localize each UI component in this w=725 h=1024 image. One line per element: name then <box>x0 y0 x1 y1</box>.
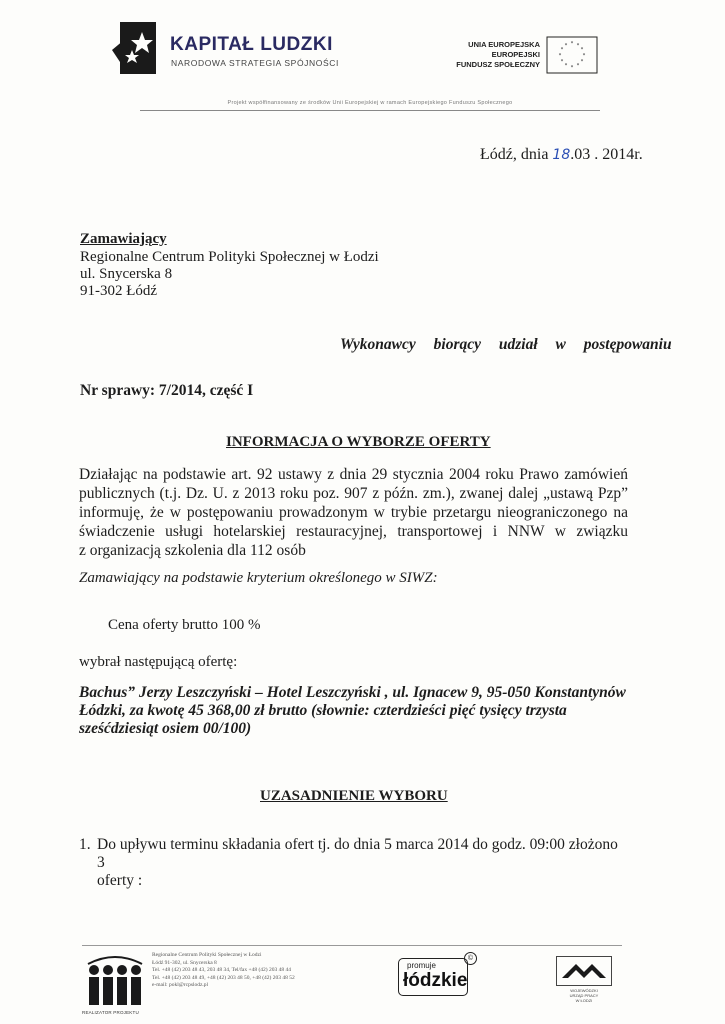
chosen-intro: wybrał następującą ofertę: <box>79 654 238 670</box>
eu-label-line: EUROPEJSKI <box>491 50 540 59</box>
voivodeship-office-logo-icon <box>556 956 612 986</box>
orderer-city: 91-302 Łódź <box>80 283 158 299</box>
intro-line: z organizacją szkolenia dla 112 osób <box>79 542 306 559</box>
addressee: Wykonawcy biorący udział w postępowaniu <box>340 336 672 353</box>
justification-title: UZASADNIENIE WYBORU <box>260 788 448 804</box>
footer-address-line: Tel. +48 (42) 203 48 49, +48 (42) 203 48 50, +48 (42) 203 48 52 <box>152 974 295 981</box>
intro-line: świadczenie usługi hotelarskiej restauracyjnej, transportowej i NNW w związku <box>79 523 628 540</box>
footer-address-line: e-mail: pokl@rcpslodz.pl <box>152 982 209 988</box>
point-line: Do upływu terminu składania ofert tj. do dnia 5 marca 2014 do godz. 09:00 złożono 3 <box>97 836 618 871</box>
svg-text:*: * <box>570 41 574 47</box>
copyright-mark: © <box>464 952 477 965</box>
footer-address-line: Tel. +48 (42) 203 48 43, 203 48 34, Tel/fax +48 (42) 203 48 44 <box>152 967 291 973</box>
header-divider <box>140 110 600 111</box>
svg-text:*: * <box>580 47 584 53</box>
footer-address-line: Regionalne Centrum Polityki Społecznej w Łodzi <box>152 952 262 958</box>
kapital-ludzki-logo-icon <box>112 20 160 78</box>
eu-label <box>430 40 540 70</box>
intro-line: informuję, że w postępowaniu prowadzonym w trybie przetargu nieograniczonego na <box>79 504 628 521</box>
svg-text:*: * <box>564 43 568 49</box>
footer-divider <box>82 945 622 946</box>
point-number: 1. <box>79 836 91 853</box>
office-line: WOJEWÓDZKI <box>570 988 598 993</box>
project-cofinancing-note: Projekt współfinansowany ze środków Unii Europejskiej w ramach Europejskiego Funduszu Społecznego <box>227 100 513 106</box>
eu-label-line: FUNDUSZ SPOŁECZNY <box>456 60 540 69</box>
footer-address-line: Łódź 91-302, ul. Snycerska 8 <box>152 959 217 966</box>
realizator-people-icon <box>86 954 144 1010</box>
point-text <box>97 836 627 890</box>
chosen-offer: Bachus” Jerzy Leszczyński – Hotel Leszczyński , ul. Ignacew 9, 95-050 Konstantynów Łódzki, za kwotę 45 368,00 zł brutto (słownie: czterdzieści pięć tysięcy trzysta sześćdziesiąt osiem 00/100) <box>79 684 626 737</box>
office-line: W ŁODZI <box>575 998 593 1003</box>
promuje-lodzkie-logo <box>398 958 468 996</box>
svg-text:*: * <box>570 65 574 71</box>
orderer-street: ul. Snycerska 8 <box>80 266 173 282</box>
orderer-name: Regionalne Centrum Polityki Społecznej w Łodzi <box>80 249 379 265</box>
criterion: Cena oferty brutto 100 % <box>108 617 261 633</box>
svg-text:*: * <box>564 63 568 69</box>
program-subtitle: NARODOWA STRATEGIA SPÓJNOŚCI <box>171 58 339 68</box>
svg-text:*: * <box>580 59 584 65</box>
letter-date <box>480 146 643 164</box>
intro-line: publicznych (t.j. Dz. U. z 2013 roku poz. 907 z późn. zm.), zwanej dalej „ustawą Pzp” <box>79 485 628 502</box>
svg-text:*: * <box>576 63 580 69</box>
svg-text:*: * <box>582 53 586 59</box>
criterion-intro: Zamawiający na podstawie kryterium określonego w SIWZ: <box>79 570 438 586</box>
orderer-heading: Zamawiający <box>80 231 167 247</box>
document-title: INFORMACJA O WYBORZE OFERTY <box>226 434 491 450</box>
promo-small-text: promuje <box>407 961 436 970</box>
case-number: Nr sprawy: 7/2014, część I <box>80 382 254 399</box>
svg-text:*: * <box>558 53 562 59</box>
footer-address <box>152 952 295 990</box>
date-prefix: Łódź, dnia <box>480 146 553 163</box>
point-line: oferty : <box>97 872 143 889</box>
eu-flag-icon <box>546 36 598 74</box>
eu-label-line: UNIA EUROPEJSKA <box>468 40 540 49</box>
program-title: KAPITAŁ LUDZKI <box>170 34 333 55</box>
promo-big-text: łódzkie <box>403 970 468 991</box>
svg-text:*: * <box>560 47 564 53</box>
date-handwritten-day: 18 <box>552 147 571 163</box>
date-suffix: .03 . 2014r. <box>570 146 643 163</box>
voivodeship-office-text <box>552 988 616 1003</box>
office-line: URZĄD PRACY <box>569 993 599 998</box>
intro-paragraph <box>79 465 628 560</box>
intro-line: Działając na podstawie art. 92 ustawy z dnia 29 stycznia 2004 roku Prawo zamówień <box>79 466 628 483</box>
svg-text:*: * <box>560 59 564 65</box>
svg-text:*: * <box>576 43 580 49</box>
realizator-label: REALIZATOR PROJEKTU <box>82 1010 139 1015</box>
